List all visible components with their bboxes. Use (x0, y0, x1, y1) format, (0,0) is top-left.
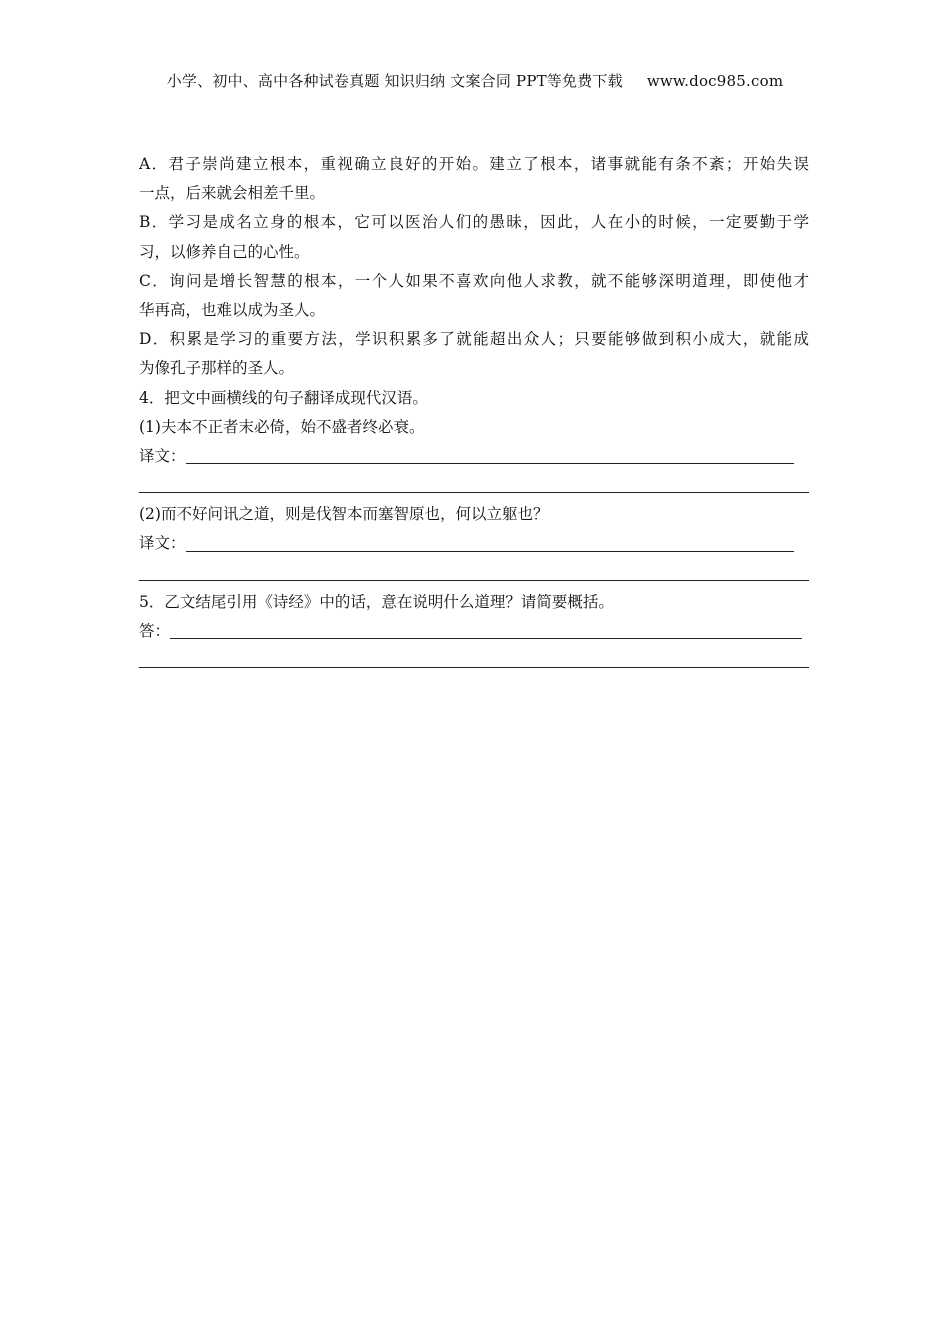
translate-label: 译文： (139, 534, 186, 553)
option-a-line2: 一点，后来就会相差千里。 (139, 184, 326, 203)
q4-sub1-answer-line1 (139, 442, 809, 471)
question-4-sub1: (1)夫本不正者末必倚，始不盛者终必衰。 (139, 417, 425, 436)
option-b-line1: B．学习是成名立身的根本，它可以医治人们的愚昧，因此，人在小的时候，一定要勤于学 (139, 213, 809, 232)
option-c-line2: 华再高，也难以成为圣人。 (139, 300, 326, 319)
answer-blank[interactable] (139, 580, 809, 581)
q4-sub1-answer-line2 (139, 471, 809, 500)
option-d (139, 325, 809, 383)
question-4-sub2: (2)而不好问讯之道，则是伐智本而塞智原也，何以立躯也？ (139, 505, 549, 524)
option-d-line2: 为像孔子那样的圣人。 (139, 359, 295, 378)
answer-blank[interactable] (139, 667, 809, 668)
option-d-line1: D．积累是学习的重要方法，学识积累多了就能超出众人；只要能够做到积小成大，就能成 (139, 330, 809, 349)
answer-blank[interactable] (186, 463, 794, 464)
answer-blank[interactable] (186, 551, 794, 552)
option-b (139, 208, 809, 266)
page-header (0, 70, 950, 91)
header-site: www.doc985.com (646, 72, 784, 90)
option-a (139, 150, 809, 208)
option-c (139, 267, 809, 325)
option-c-line1: C．询问是增长智慧的根本，一个人如果不喜欢向他人求教，就不能够深明道理，即使他才 (139, 271, 809, 290)
option-a-line1: A．君子崇尚建立根本，重视确立良好的开始。建立了根本，诸事就能有条不紊；开始失误 (139, 155, 809, 173)
q5-answer-line2 (139, 646, 809, 675)
q5-answer-line1 (139, 617, 809, 646)
option-b-line2: 习，以修养自己的心性。 (139, 242, 310, 261)
q4-sub2-answer-line1 (139, 529, 809, 558)
question-content (139, 150, 809, 675)
answer-blank[interactable] (139, 492, 809, 493)
question-4-stem: 4．把文中画横线的句子翻译成现代汉语。 (139, 388, 428, 407)
header-text: 小学、初中、高中各种试卷真题 知识归纳 文案合同 PPT等免费下载 (166, 72, 623, 90)
answer-label: 答： (139, 621, 171, 640)
translate-label: 译文： (139, 446, 186, 465)
question-5-stem: 5．乙文结尾引用《诗经》中的话，意在说明什么道理？请简要概括。 (139, 592, 614, 611)
answer-blank[interactable] (170, 638, 802, 639)
q4-sub2-answer-line2 (139, 559, 809, 588)
